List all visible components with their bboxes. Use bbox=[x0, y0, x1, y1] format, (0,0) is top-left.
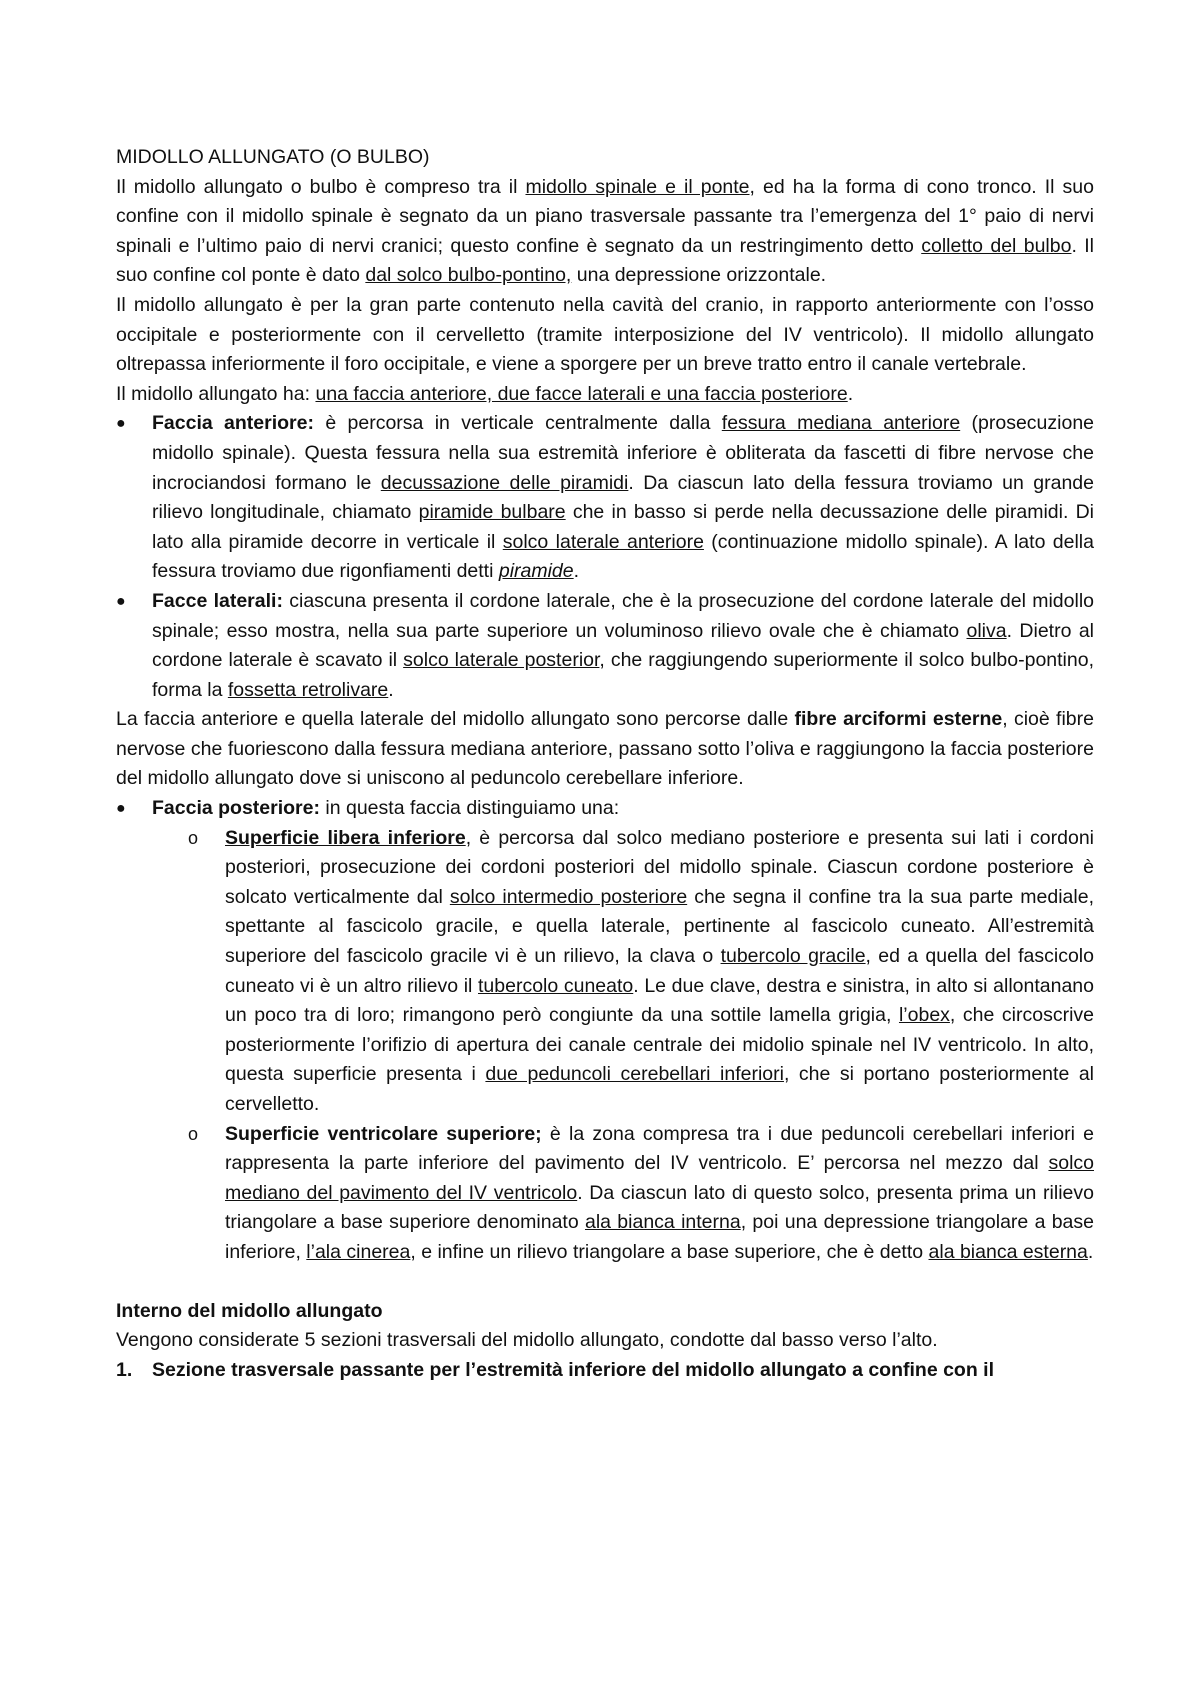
text-run: che segna il confine tra la sua parte mediale, spettante al fascicolo gracile, e quella laterale, pertinente al fascicolo cuneato. All’estremità superiore del fascicolo gracile vi è un rilievo, la clava o bbox=[225, 885, 1094, 968]
text-run: Il midollo allungato o bulbo è compreso tra il bbox=[116, 175, 526, 198]
bullet-label: Faccia posteriore: bbox=[152, 797, 320, 820]
sub-label: Superficie libera inferiore bbox=[225, 826, 466, 849]
text-run: . bbox=[388, 678, 394, 701]
item-number: 1. bbox=[116, 1358, 133, 1381]
underlined-term: colletto del bulbo bbox=[921, 234, 1072, 257]
text-run: , e infine un rilievo triangolare a base superiore, che è detto bbox=[410, 1240, 929, 1263]
text-run: . bbox=[847, 382, 854, 405]
text-run: . Da ciascun lato della fessura troviamo un grande rilievo longitudinale, chiamato bbox=[152, 471, 1094, 524]
bullet-facce-laterali bbox=[116, 587, 1094, 705]
circle-bullet-icon: o bbox=[188, 827, 199, 848]
underlined-term: solco laterale anteriore bbox=[502, 530, 704, 553]
bullet-icon: ● bbox=[116, 592, 126, 610]
text-run: che in basso si perde nella decussazione delle piramidi. Di lato alla piramide decorre in verticale il bbox=[152, 501, 1094, 553]
paragraph-sezioni-intro: Vengono considerate 5 sezioni trasversali del midollo allungato, condotte dal basso verso l’alto. bbox=[116, 1329, 938, 1352]
bullet-label: Facce laterali: bbox=[152, 589, 283, 612]
text-run: in questa faccia distinguiamo una: bbox=[319, 797, 620, 820]
text-run: , è percorsa dal solco mediano posteriore e presenta sui lati i cordoni posteriori, prosecuzione dei cordoni posteriori del midollo spinale. Ciascun cordone posteriore è solcato verticalmente dal bbox=[225, 826, 1094, 908]
underlined-term: solco laterale posterior bbox=[403, 649, 600, 672]
underlined-term: solco mediano del pavimento del IV ventricolo bbox=[225, 1152, 1094, 1204]
sub-label: Superficie ventricolare superiore; bbox=[225, 1122, 542, 1145]
document-page bbox=[116, 143, 1094, 1385]
text-run: , cioè fibre nervose che fuoriescono dalla fessura mediana anteriore, passano sotto l’oliva e raggiungono la faccia posteriore del midollo allungato dove si uniscono al peduncolo cerebellare inferiore. bbox=[116, 708, 1094, 790]
underlined-term: ala bianca esterna bbox=[928, 1240, 1088, 1263]
circle-bullet-icon: o bbox=[188, 1123, 199, 1144]
text-run: . Le due clave, destra e sinistra, in alto si allontanano un poco tra di loro; rimangono però congiunte da una sottile lamella grigia, bbox=[225, 974, 1094, 1027]
underlined-term: l’ala cinerea bbox=[306, 1240, 411, 1263]
underlined-term: midollo spinale e il ponte bbox=[525, 175, 750, 198]
text-run: (prosecuzione midollo spinale). Questa fessura nella sua estremità inferiore è obliterata da fascetti di fibre nervose che incrociandosi formano le bbox=[152, 412, 1095, 494]
underlined-term: tubercolo cuneato bbox=[478, 974, 634, 997]
text-run: , che raggiungendo superiormente il solco bulbo-pontino, forma la bbox=[152, 649, 1094, 701]
bold-term: fibre arciformi esterne bbox=[794, 708, 1003, 731]
posterior-sub-list bbox=[116, 824, 1094, 1268]
underlined-term: dal solco bulbo-pontino, bbox=[365, 264, 572, 287]
bullet-icon: ● bbox=[116, 800, 126, 818]
numbered-item-1 bbox=[116, 1356, 1094, 1386]
text-run: . bbox=[573, 560, 580, 583]
text-run: , che circoscrive posteriormente l’orifizio di apertura dei canale centrale dei midolio spinale nel IV ventricolo. In alto, questa superficie presenta i bbox=[225, 1004, 1094, 1086]
posterior-bullet-list bbox=[116, 794, 1094, 824]
underlined-term: fessura mediana anteriore bbox=[721, 412, 961, 435]
bullet-icon: ● bbox=[116, 415, 126, 433]
underlined-term: piramide bbox=[498, 560, 574, 583]
text-run: è la zona compresa tra i due peduncoli cerebellari inferiori e rappresenta la parte inferiore del pavimento del IV ventricolo. E’ percorsa nel mezzo dal bbox=[225, 1122, 1095, 1175]
underlined-term: ala bianca interna bbox=[584, 1211, 741, 1234]
underlined-term: decussazione delle piramidi bbox=[380, 471, 629, 494]
text-run: . bbox=[1087, 1240, 1094, 1263]
section-title-interno: Interno del midollo allungato bbox=[116, 1299, 383, 1322]
underlined-term: piramide bulbare bbox=[418, 501, 566, 524]
text-run: ciascuna presenta il cordone laterale, che è la prosecuzione del cordone laterale del midollo spinale; esso mostra, nella sua parte superiore un voluminoso rilievo ovale che è chiamato bbox=[152, 589, 1095, 642]
underlined-term: una faccia anteriore, due facce laterali e una faccia posteriore bbox=[315, 382, 848, 405]
underlined-term: solco intermedio posteriore bbox=[449, 885, 688, 908]
text-run: una depressione orizzontale. bbox=[571, 264, 827, 287]
faces-bullet-list bbox=[116, 409, 1094, 705]
paragraph-faces bbox=[116, 380, 1094, 410]
text-run: . Da ciascun lato di questo solco, presenta prima un rilievo triangolare a base superiore denominato bbox=[225, 1181, 1094, 1234]
bullet-faccia-posteriore bbox=[116, 794, 1094, 824]
paragraph-position: Il midollo allungato è per la gran parte contenuto nella cavità del cranio, in rapporto anteriormente con l’osso occipitale e posteriormente con il cervelletto (tramite interposizione del IV ventricolo). Il midollo allungato oltrepassa inferiormente il foro occipitale, e viene a sporgere per un breve tratto entro il canale vertebrale. bbox=[116, 293, 1094, 376]
text-run: è percorsa in verticale centralmente dalla bbox=[314, 412, 722, 435]
underlined-term: oliva bbox=[966, 619, 1007, 642]
text-run: , ed ha la forma di cono tronco. Il suo confine con il midollo spinale è segnato da un piano trasversale passante tra l’emergenza del 1° paio di nervi spinali e l’ultimo paio di nervi cranici; questo confine è segnato da un restringimento detto bbox=[116, 175, 1094, 257]
text-run: . Dietro al cordone laterale è scavato il bbox=[152, 619, 1094, 672]
text-run: , che si portano posteriormente al cervelletto. bbox=[225, 1063, 1095, 1115]
sub-superficie-ventricolare-superiore bbox=[116, 1120, 1094, 1268]
underlined-term: due peduncoli cerebellari inferiori bbox=[485, 1063, 784, 1086]
paragraph-fibre-arciformi bbox=[116, 705, 1094, 794]
sub-superficie-libera-inferiore bbox=[116, 824, 1094, 1120]
bullet-label: Faccia anteriore: bbox=[152, 412, 314, 435]
item-text: Sezione trasversale passante per l’estremità inferiore del midollo allungato a confine con il bbox=[152, 1358, 995, 1381]
underlined-term: tubercolo gracile bbox=[720, 945, 866, 968]
text-run: La faccia anteriore e quella laterale del midollo allungato sono percorse dalle bbox=[116, 708, 795, 731]
text-run: . Il suo confine col ponte è dato bbox=[116, 234, 1094, 287]
bullet-faccia-anteriore bbox=[116, 409, 1094, 587]
paragraph-spacer bbox=[116, 1268, 1094, 1297]
text-run: Il midollo allungato ha: bbox=[116, 382, 316, 405]
text-run: , ed a quella del fascicolo cuneato vi è un altro rilievo il bbox=[225, 945, 1094, 997]
paragraph-intro bbox=[116, 173, 1094, 291]
text-run: , poi una depressione triangolare a base inferiore, bbox=[225, 1211, 1094, 1263]
text-run: (continuazione midollo spinale). A lato della fessura troviamo due rigonfiamenti detti bbox=[152, 530, 1094, 583]
underlined-term: l’obex bbox=[898, 1004, 950, 1027]
document-title: MIDOLLO ALLUNGATO (O BULBO) bbox=[116, 146, 430, 168]
underlined-term: fossetta retrolivare bbox=[227, 678, 389, 701]
